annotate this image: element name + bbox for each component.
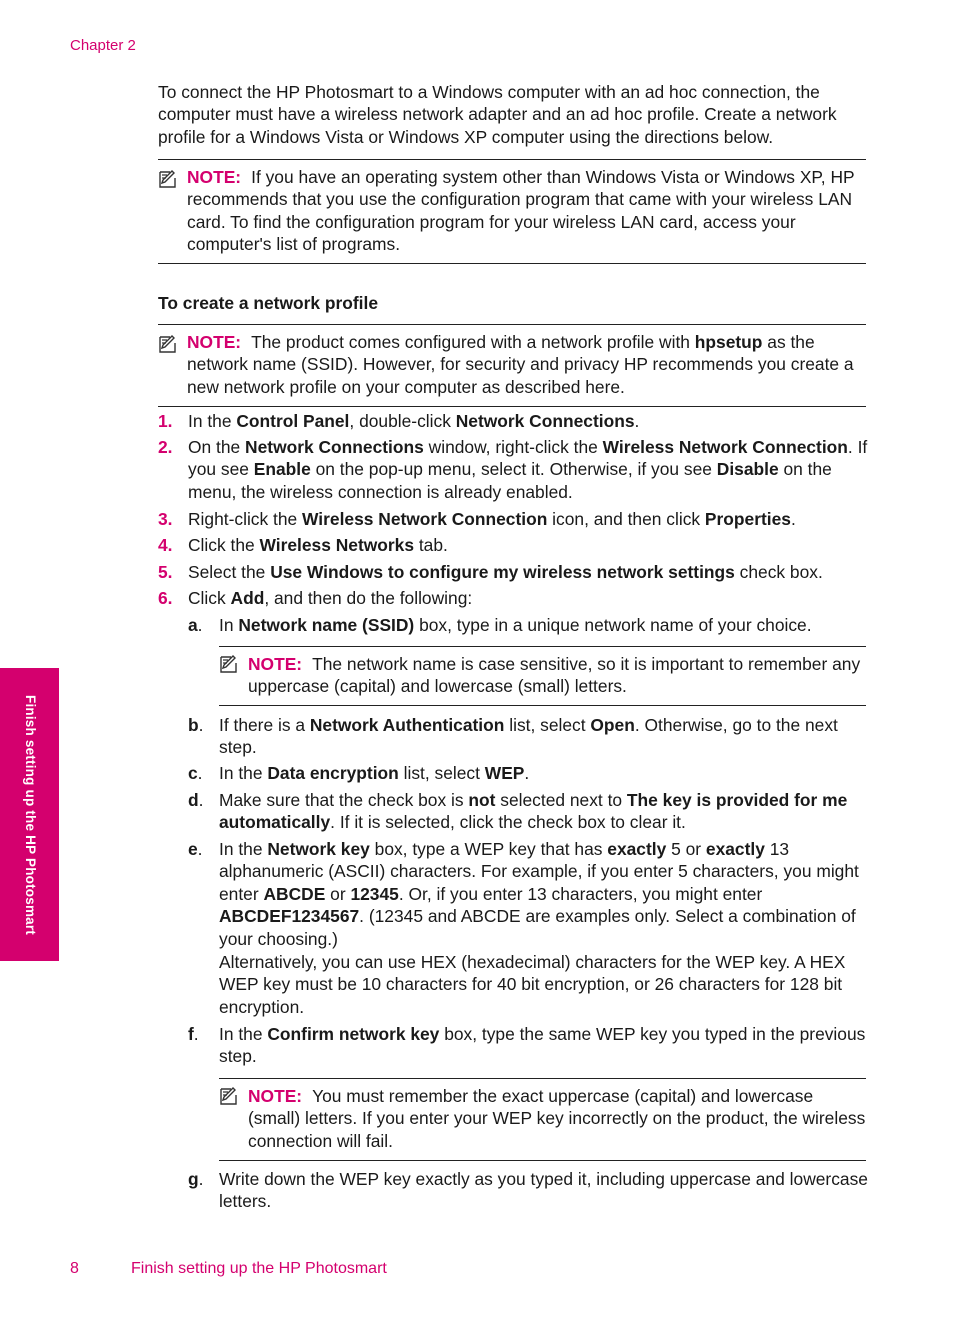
note-pencil-icon [158, 169, 178, 189]
list-item [188, 614, 868, 636]
note-text: You must remember the exact uppercase (capital) and lowercase (small) letters. If you enter your WEP key incorrectly on the product, the wireless connection will fail. [248, 1086, 866, 1151]
list-item [158, 587, 868, 609]
substep-letter: e. [188, 839, 203, 859]
step-text: Click Add, and then do the following: [188, 588, 473, 608]
step-text: Right-click the Wireless Network Connection icon, and then click Properties. [188, 509, 796, 529]
list-item [188, 838, 868, 1018]
note-box [158, 159, 866, 264]
note-label: NOTE: [248, 1086, 303, 1106]
list-item [158, 508, 868, 530]
side-tab-label: Finish setting up the HP Photosmart [22, 694, 38, 935]
list-item [188, 1168, 868, 1213]
step-text: In the Control Panel, double-click Network Connections. [188, 411, 640, 431]
footer-title: Finish setting up the HP Photosmart [131, 1260, 387, 1277]
list-item [158, 561, 868, 583]
list-item [158, 534, 868, 556]
step-text: On the Network Connections window, right-click the Wireless Network Connection. If you see Enable on the pop-up menu, select it. Otherwise, if you see Disable on the menu, the wireless connection is already enabled. [188, 437, 868, 502]
substep-text: In the Network key box, type a WEP key that has exactly 5 or exactly 13 alphanumeric (ASCII) characters. For example, if you enter 5 characters, you might enter ABCDE or 12345. Or, if you enter 13 characters, you might enter ABCDEF1234567. (12345 and ABCDE are examples only. Select a combination of your choosing.) [219, 839, 859, 949]
note-box [158, 324, 866, 407]
substep-text: Write down the WEP key exactly as you typed it, including uppercase and lowercase letters. [219, 1169, 868, 1212]
list-item [188, 762, 868, 784]
note-pencil-icon [219, 654, 239, 674]
note-box [219, 646, 866, 706]
page-number: 8 [70, 1260, 79, 1277]
step-number: 3. [158, 509, 173, 529]
substep-letter: g. [188, 1169, 204, 1189]
note-text: If you have an operating system other than Windows Vista or Windows XP, HP recommends that you use the configuration program that came with your wireless LAN card. To find the configuration program for your wireless LAN card, access your computer's list of programs. [187, 167, 855, 255]
step-text: Click the Wireless Networks tab. [188, 535, 448, 555]
step-number: 5. [158, 562, 173, 582]
list-item [188, 714, 868, 759]
step-number: 4. [158, 535, 173, 555]
note-label: NOTE: [187, 167, 242, 187]
section-heading: To create a network profile [158, 293, 379, 313]
list-item [188, 789, 868, 834]
substep-text: Make sure that the check box is not selected next to The key is provided for me automatically. If it is selected, click the check box to clear it. [219, 790, 848, 833]
step-number: 6. [158, 588, 173, 608]
substep-text: In the Confirm network key box, type the same WEP key you typed in the previous step. [219, 1024, 866, 1067]
note-pencil-icon [158, 334, 178, 354]
side-tab [0, 668, 59, 961]
note-label: NOTE: [187, 332, 242, 352]
list-item [158, 410, 868, 432]
substep-letter: a. [188, 615, 203, 635]
substep-extra-text: Alternatively, you can use HEX (hexadecimal) characters for the WEP key. A HEX WEP key must be 10 characters for 40 bit encryption, or 26 characters for 128 bit encryption. [219, 952, 846, 1017]
substep-text: In Network name (SSID) box, type in a unique network name of your choice. [219, 615, 812, 635]
substep-letter: b. [188, 715, 204, 735]
note-box [219, 1078, 866, 1161]
step-text: Select the Use Windows to configure my wireless network settings check box. [188, 562, 823, 582]
substep-letter: d. [188, 790, 204, 810]
substep-letter: c. [188, 763, 203, 783]
step-number: 1. [158, 411, 173, 431]
intro-paragraph: To connect the HP Photosmart to a Windows computer with an ad hoc connection, the computer must have a wireless network adapter and an ad hoc profile. Create a network profile for a Windows Vista or Windows XP computer using the directions below. [158, 82, 837, 147]
list-item [188, 1023, 868, 1068]
list-item [158, 436, 868, 503]
note-text: The network name is case sensitive, so it is important to remember any uppercase (capital) and lowercase (small) letters. [248, 654, 861, 697]
note-pencil-icon [219, 1086, 239, 1106]
substep-letter: f. [188, 1024, 199, 1044]
substep-text: In the Data encryption list, select WEP. [219, 763, 530, 783]
chapter-header: Chapter 2 [70, 37, 136, 54]
note-label: NOTE: [248, 654, 303, 674]
substep-text: If there is a Network Authentication list, select Open. Otherwise, go to the next step. [219, 715, 838, 758]
step-number: 2. [158, 437, 173, 457]
note-text: The product comes configured with a network profile with hpsetup as the network name (SSID). However, for security and privacy HP recommends you create a new network profile on your computer as described here. [187, 332, 854, 397]
